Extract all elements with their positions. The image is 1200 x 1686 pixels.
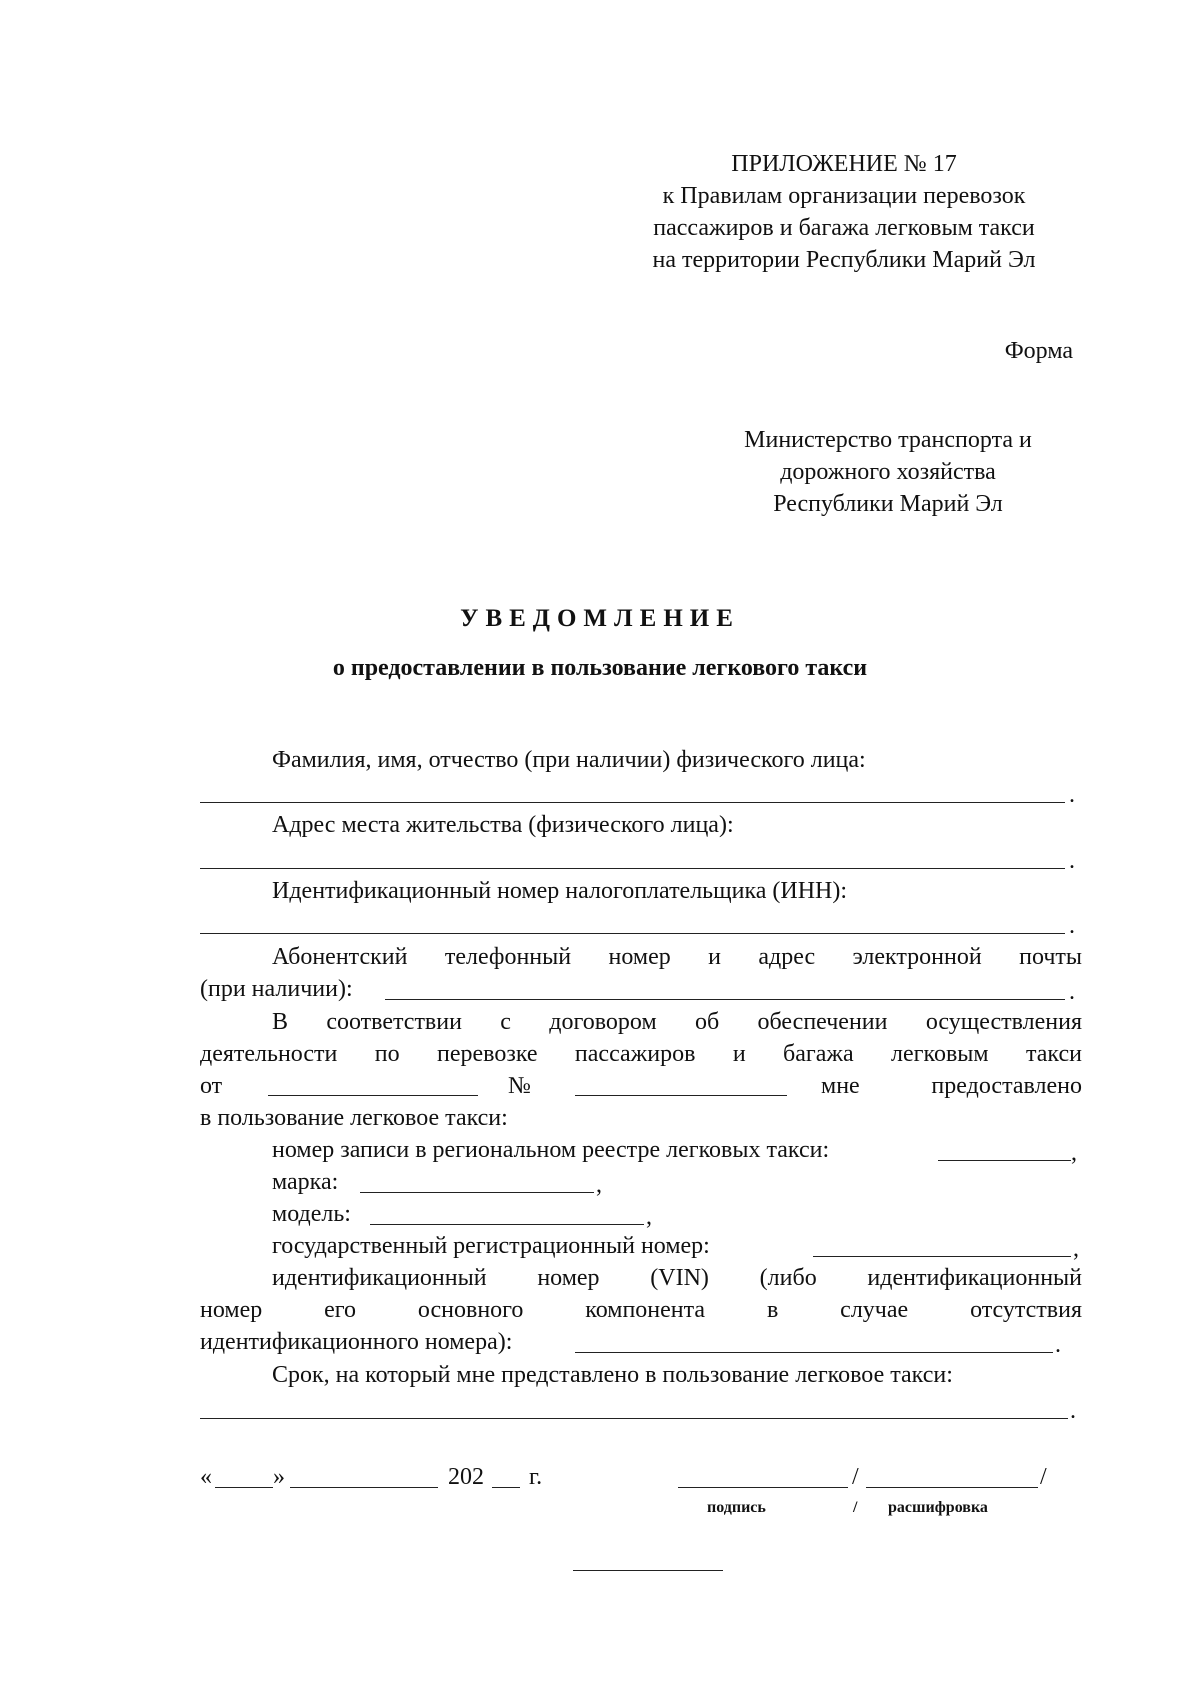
ministry-addressee	[718, 424, 1058, 520]
date-day-field[interactable]	[215, 1487, 273, 1488]
address-label: Адрес места жительства (физического лица):	[272, 812, 734, 838]
model-field[interactable]	[370, 1224, 644, 1225]
signature-decode-field[interactable]	[866, 1487, 1038, 1488]
fio-dot: .	[1069, 782, 1075, 808]
fio-label: Фамилия, имя, отчество (при наличии) физического лица:	[272, 747, 866, 773]
appendix-line-2: к Правилам организации перевозок	[662, 183, 1026, 209]
brand-field[interactable]	[360, 1192, 594, 1193]
registry-label: номер записи в региональном реестре легковых такси:	[272, 1137, 830, 1163]
date-year-field[interactable]	[492, 1487, 520, 1488]
contract-line-4: в пользование легковое такси:	[200, 1105, 508, 1131]
brand-label: марка:	[272, 1169, 339, 1195]
date-year: 202	[448, 1464, 484, 1490]
inn-label: Идентификационный номер налогоплательщика (ИНН):	[272, 878, 848, 904]
reg-number-comma: ,	[1073, 1236, 1079, 1262]
model-comma: ,	[646, 1204, 652, 1230]
date-month-field[interactable]	[290, 1487, 438, 1488]
vin-dot: .	[1055, 1332, 1061, 1358]
reg-number-label: государственный регистрационный номер:	[272, 1233, 710, 1259]
model-label: модель:	[272, 1201, 351, 1227]
appendix-header	[606, 148, 1082, 276]
form-label: Форма	[1004, 338, 1073, 364]
caption-slash: /	[853, 1499, 858, 1516]
inn-field[interactable]	[200, 933, 1065, 934]
contract-number-sign: №	[508, 1073, 531, 1099]
appendix-line-4: на территории Республики Марий Эл	[652, 247, 1036, 273]
signature-caption: подпись	[707, 1499, 766, 1516]
document-subtitle: о предоставлении в пользование легкового такси	[332, 655, 868, 681]
phone-label-line2: (при наличии):	[200, 976, 353, 1002]
term-label: Срок, на который мне представлено в пользование легковое такси:	[272, 1362, 953, 1388]
phone-email-field[interactable]	[385, 999, 1065, 1000]
ministry-line-1: Министерство транспорта и	[744, 427, 1032, 453]
registry-field[interactable]	[938, 1160, 1071, 1161]
contract-line-2: деятельности по перевозке пассажиров и багажа легковым такси	[200, 1041, 1082, 1067]
phone-dot: .	[1069, 979, 1075, 1005]
date-quote-open: «	[200, 1464, 212, 1490]
appendix-number: ПРИЛОЖЕНИЕ № 17	[731, 151, 957, 177]
address-dot: .	[1069, 848, 1075, 874]
contract-number-field[interactable]	[575, 1095, 787, 1096]
ministry-line-3: Республики Марий Эл	[773, 491, 1003, 517]
contract-provided-label: мне предоставлено	[821, 1073, 1082, 1099]
brand-comma: ,	[596, 1172, 602, 1198]
closing-rule	[573, 1570, 723, 1571]
ministry-line-2: дорожного хозяйства	[780, 459, 996, 485]
reg-number-field[interactable]	[813, 1256, 1071, 1257]
contract-line-1: В соответствии с договором об обеспечении осуществления	[272, 1009, 1082, 1035]
term-dot: .	[1070, 1398, 1076, 1424]
vin-line-2: номер его основного компонента в случае отсутствия	[200, 1297, 1082, 1323]
date-year-suffix: г.	[529, 1464, 543, 1490]
contract-date-field[interactable]	[268, 1095, 478, 1096]
document-title: УВЕДОМЛЕНИЕ	[460, 605, 740, 632]
signature-slash-1: /	[852, 1464, 859, 1490]
fio-field[interactable]	[200, 802, 1065, 803]
vin-line-1: идентификационный номер (VIN) (либо идентификационный	[272, 1265, 1082, 1291]
decode-caption: расшифровка	[888, 1499, 988, 1516]
signature-slash-2: /	[1040, 1464, 1047, 1490]
appendix-line-3: пассажиров и багажа легковым такси	[653, 215, 1035, 241]
date-quote-close: »	[273, 1464, 285, 1490]
vin-line-3: идентификационного номера):	[200, 1329, 513, 1355]
phone-label-text: Абонентский телефонный номер и адрес электронной почты	[272, 944, 1082, 970]
vin-field[interactable]	[575, 1352, 1053, 1353]
signature-field[interactable]	[678, 1487, 848, 1488]
contract-from-label: от	[200, 1073, 223, 1099]
registry-comma: ,	[1071, 1140, 1077, 1166]
address-field[interactable]	[200, 868, 1065, 869]
phone-label-line1	[272, 942, 1082, 972]
inn-dot: .	[1069, 913, 1075, 939]
term-field[interactable]	[200, 1418, 1068, 1419]
